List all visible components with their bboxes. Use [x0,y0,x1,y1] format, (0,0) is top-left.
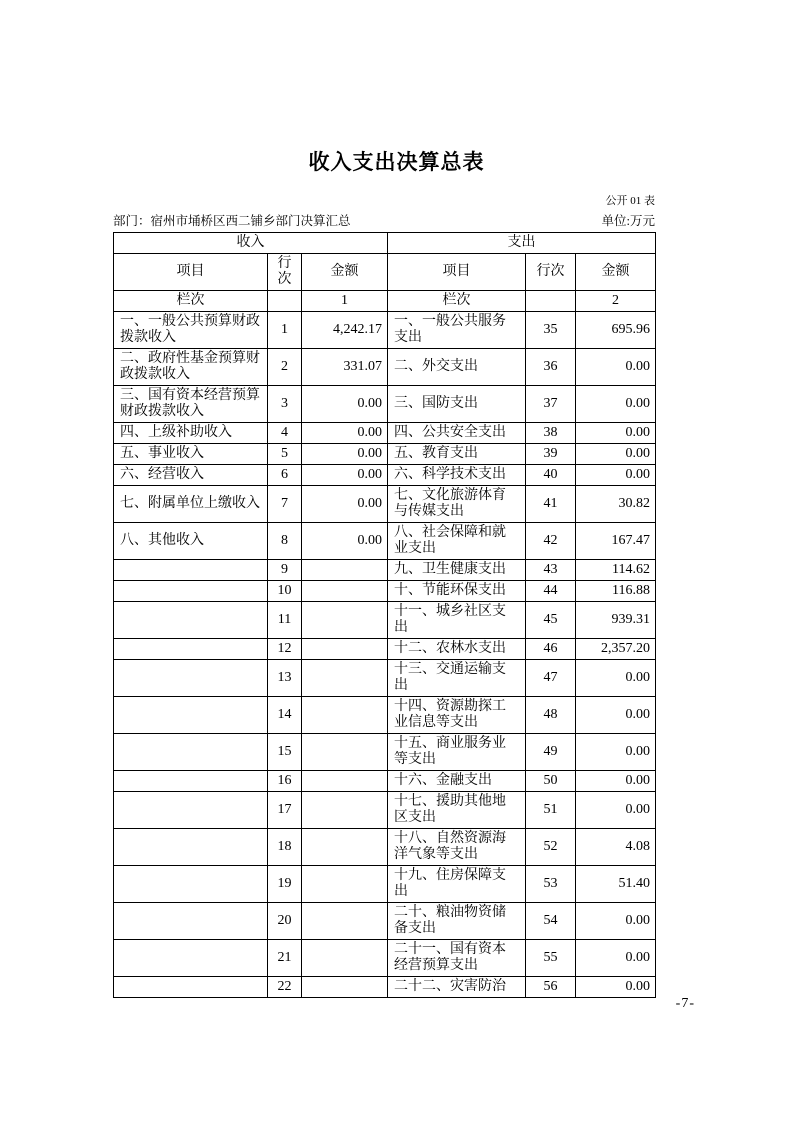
income-amount-cell: 0.00 [302,486,388,523]
unit-label: 单位:万元 [601,214,655,228]
income-amount-cell [302,560,388,581]
table-row [114,977,656,998]
expense-item-cell: 十七、援助其他地区支出 [388,792,526,829]
table-row [114,792,656,829]
income-amount-cell [302,639,388,660]
expense-line-cell: 55 [526,940,576,977]
table-row [114,940,656,977]
expense-line-cell: 45 [526,602,576,639]
income-line-cell: 9 [268,560,302,581]
income-line-cell: 2 [268,349,302,386]
income-amount-cell [302,581,388,602]
income-amount-cell: 4,242.17 [302,312,388,349]
expense-amount-cell: 0.00 [576,697,656,734]
income-line-cell: 19 [268,866,302,903]
table-code-label: 公开 01 表 [605,195,655,207]
column-index-row [114,291,656,312]
income-amount-cell [302,866,388,903]
income-item-cell: 六、经营收入 [114,465,268,486]
table-row [114,581,656,602]
table-row [114,602,656,639]
expense-line-cell: 37 [526,386,576,423]
expense-line-cell: 41 [526,486,576,523]
expense-item-cell: 二、外交支出 [388,349,526,386]
department-label: 部门：宿州市埇桥区西二铺乡部门决算汇总 [113,214,351,228]
expense-item-cell: 六、科学技术支出 [388,465,526,486]
expense-amount-cell: 167.47 [576,523,656,560]
expense-amount-cell: 0.00 [576,977,656,998]
expense-amount-cell: 695.96 [576,312,656,349]
expense-amount-cell: 939.31 [576,602,656,639]
table-row [114,771,656,792]
income-amount-cell: 0.00 [302,386,388,423]
income-item-cell [114,940,268,977]
income-line-cell: 8 [268,523,302,560]
income-line-cell: 21 [268,940,302,977]
income-line-cell: 20 [268,903,302,940]
expense-amount-header: 金额 [576,254,656,291]
table-body [114,312,656,998]
income-item-cell: 二、政府性基金预算财政拨款收入 [114,349,268,386]
budget-table [113,232,656,998]
expense-column-index-value: 2 [576,291,656,312]
income-amount-cell [302,977,388,998]
expense-amount-cell: 51.40 [576,866,656,903]
expense-line-cell: 38 [526,423,576,444]
income-item-header: 项目 [114,254,268,291]
expense-item-cell: 二十、粮油物资储备支出 [388,903,526,940]
expense-amount-cell: 0.00 [576,771,656,792]
expense-amount-cell: 30.82 [576,486,656,523]
table-row [114,465,656,486]
expense-item-cell: 十八、自然资源海洋气象等支出 [388,829,526,866]
expense-line-cell: 35 [526,312,576,349]
income-line-cell: 1 [268,312,302,349]
expense-line-cell: 47 [526,660,576,697]
expense-item-cell: 四、公共安全支出 [388,423,526,444]
expense-amount-cell: 0.00 [576,792,656,829]
table-row [114,734,656,771]
income-line-cell: 18 [268,829,302,866]
income-line-cell: 4 [268,423,302,444]
expense-line-cell: 51 [526,792,576,829]
expense-line-cell: 46 [526,639,576,660]
income-item-cell [114,977,268,998]
expense-line-cell: 42 [526,523,576,560]
expense-line-cell: 50 [526,771,576,792]
expense-line-cell: 48 [526,697,576,734]
expense-line-cell: 39 [526,444,576,465]
income-amount-cell: 0.00 [302,465,388,486]
expense-item-cell: 十、节能环保支出 [388,581,526,602]
income-line-index-blank [268,291,302,312]
income-amount-cell: 0.00 [302,423,388,444]
expense-item-cell: 十六、金融支出 [388,771,526,792]
income-line-cell: 14 [268,697,302,734]
expense-amount-cell: 0.00 [576,940,656,977]
expense-amount-cell: 0.00 [576,465,656,486]
income-line-cell: 7 [268,486,302,523]
meta-row [113,211,655,229]
page-title: 收入支出决算总表 [308,150,485,174]
income-line-cell: 12 [268,639,302,660]
table-row [114,639,656,660]
income-line-cell: 17 [268,792,302,829]
expense-amount-cell: 114.62 [576,560,656,581]
income-item-cell [114,560,268,581]
meta-block [113,192,655,229]
expense-line-cell: 36 [526,349,576,386]
section-header-row [114,233,656,254]
income-item-cell [114,602,268,639]
income-line-cell: 15 [268,734,302,771]
income-line-cell: 16 [268,771,302,792]
table-row [114,486,656,523]
expense-line-cell: 53 [526,866,576,903]
income-line-cell: 22 [268,977,302,998]
income-item-cell [114,697,268,734]
expense-item-cell: 一、一般公共服务支出 [388,312,526,349]
table-row [114,312,656,349]
income-amount-cell: 0.00 [302,523,388,560]
table-row [114,349,656,386]
income-amount-cell [302,697,388,734]
table-row [114,903,656,940]
expense-line-cell: 49 [526,734,576,771]
expense-amount-cell: 2,357.20 [576,639,656,660]
income-line-cell: 5 [268,444,302,465]
table-row [114,444,656,465]
income-amount-cell [302,734,388,771]
expense-line-cell: 52 [526,829,576,866]
expense-line-cell: 56 [526,977,576,998]
income-item-cell [114,660,268,697]
income-column-index-value: 1 [302,291,388,312]
expense-item-cell: 十九、住房保障支出 [388,866,526,903]
expense-amount-cell: 0.00 [576,386,656,423]
expense-line-cell: 44 [526,581,576,602]
expense-column-index-label: 栏次 [388,291,526,312]
income-amount-cell [302,771,388,792]
expense-item-cell: 十三、交通运输支出 [388,660,526,697]
income-amount-cell: 0.00 [302,444,388,465]
expense-line-cell: 43 [526,560,576,581]
table-row [114,866,656,903]
income-amount-cell [302,660,388,697]
income-amount-cell: 331.07 [302,349,388,386]
expense-item-cell: 二十二、灾害防治 [388,977,526,998]
income-item-cell: 五、事业收入 [114,444,268,465]
table-row [114,660,656,697]
table-row [114,523,656,560]
expense-item-cell: 九、卫生健康支出 [388,560,526,581]
income-line-cell: 3 [268,386,302,423]
income-line-cell: 6 [268,465,302,486]
expense-line-index-blank [526,291,576,312]
expense-item-cell: 五、教育支出 [388,444,526,465]
expense-item-cell: 三、国防支出 [388,386,526,423]
table-row [114,560,656,581]
income-line-cell: 11 [268,602,302,639]
income-item-cell: 七、附属单位上缴收入 [114,486,268,523]
income-item-cell [114,734,268,771]
income-amount-cell [302,602,388,639]
income-item-cell [114,903,268,940]
income-item-cell: 一、一般公共预算财政拨款收入 [114,312,268,349]
expense-item-cell: 二十一、国有资本经营预算支出 [388,940,526,977]
income-amount-cell [302,940,388,977]
income-line-header: 行次 [268,254,302,291]
table-row [114,386,656,423]
expense-amount-cell: 0.00 [576,903,656,940]
income-item-cell: 三、国有资本经营预算财政拨款收入 [114,386,268,423]
expense-item-cell: 十二、农林水支出 [388,639,526,660]
expense-amount-cell: 0.00 [576,423,656,444]
expense-line-cell: 54 [526,903,576,940]
page-number: -7- [675,996,695,1011]
income-amount-cell [302,792,388,829]
income-item-cell [114,771,268,792]
income-item-cell [114,792,268,829]
expense-line-cell: 40 [526,465,576,486]
income-item-cell [114,866,268,903]
income-column-index-label: 栏次 [114,291,268,312]
income-item-cell: 四、上级补助收入 [114,423,268,444]
expense-item-cell: 七、文化旅游体育与传媒支出 [388,486,526,523]
expense-amount-cell: 0.00 [576,349,656,386]
expense-item-header: 项目 [388,254,526,291]
expense-item-cell: 十五、商业服务业等支出 [388,734,526,771]
expense-line-header: 行次 [526,254,576,291]
expense-item-cell: 十四、资源勘探工业信息等支出 [388,697,526,734]
income-line-cell: 10 [268,581,302,602]
table-row [114,829,656,866]
expense-amount-cell: 116.88 [576,581,656,602]
income-amount-header: 金额 [302,254,388,291]
income-item-cell: 八、其他收入 [114,523,268,560]
income-item-cell [114,639,268,660]
expense-amount-cell: 0.00 [576,734,656,771]
column-header-row [114,254,656,291]
income-amount-cell [302,829,388,866]
table-row [114,697,656,734]
expense-section-header: 支出 [388,233,656,254]
income-item-cell [114,829,268,866]
expense-item-cell: 八、社会保障和就业支出 [388,523,526,560]
income-item-cell [114,581,268,602]
expense-amount-cell: 4.08 [576,829,656,866]
expense-amount-cell: 0.00 [576,444,656,465]
expense-amount-cell: 0.00 [576,660,656,697]
income-section-header: 收入 [114,233,388,254]
table-row [114,423,656,444]
expense-item-cell: 十一、城乡社区支出 [388,602,526,639]
income-line-cell: 13 [268,660,302,697]
income-amount-cell [302,903,388,940]
